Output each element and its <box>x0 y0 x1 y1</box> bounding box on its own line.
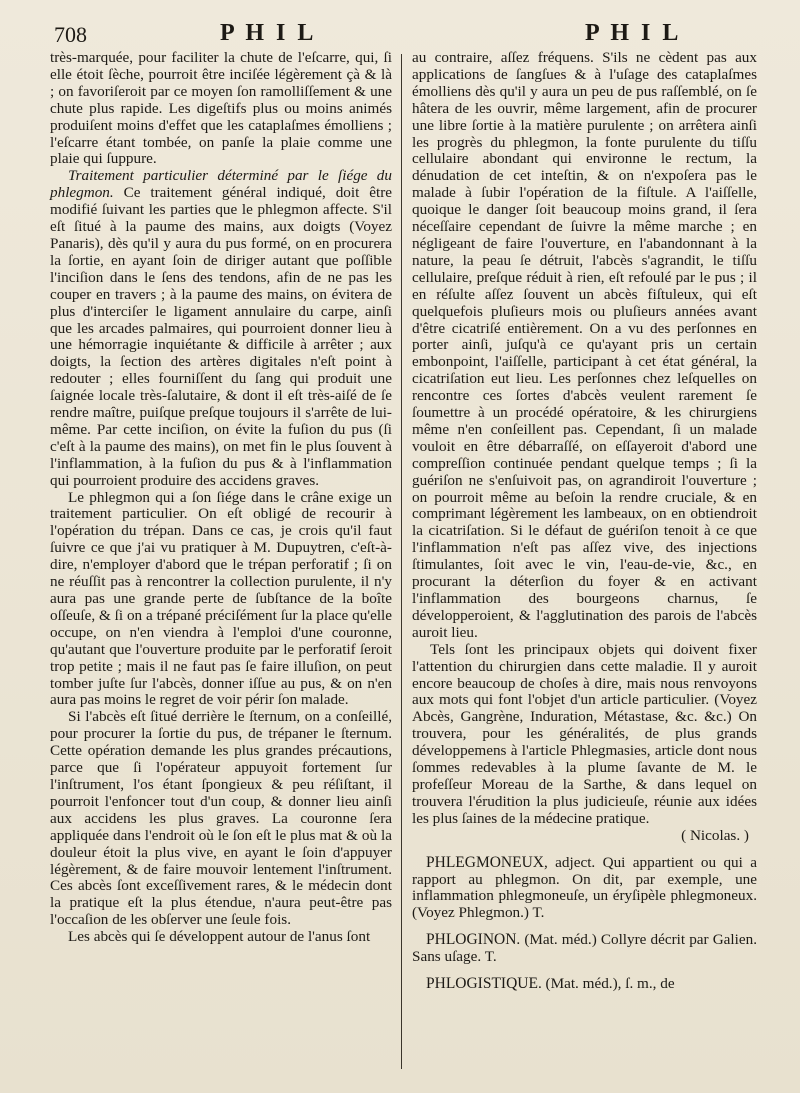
entry-headword: PHLOGISTIQUE <box>426 975 538 993</box>
paragraph: Tels ſont les principaux objets qui doivent fixer l'attention du chirurgien dans cette maladie. Il y auroit encore beaucoup de choſes à dire, mais nous renvoyons aux mots qui font l'objet d'un article particulier. (Voyez Abcès, Gangrène, Induration, Métastase, &c. &c.) On trouvera, pour les généralités, de plus grands développemens à l'article Phlegmasies, article dont nous ſommes redevables à la plume ſavante de M. le profeſſeur Moreau de la Sarthe, & dans lequel on trouvera l'érudition la plus judicieuſe, réunie aux idées les plus ſaines de la médecine pratique. <box>412 640 757 827</box>
entry-headword: PHLOGINON <box>426 931 517 949</box>
paragraph <box>50 168 392 489</box>
page-number: 708 <box>54 22 87 47</box>
paragraph-body: Ce traitement général indiqué, doit être modifié ſuivant les parties que le phlegmon affecte. S'il eſt ſitué à la paume des mains, aux doigts (Voyez Panaris), dès qu'il y aura du pus formé, on en procurera la ſortie, en ayant ſoin de diriger autant que poſſible l'inciſion dans le ſens des tendons, afin de ne pas les couper en travers ; à la paume des mains, on évitera de plus d'interciſer le ligament annulaire du carpe, ainſi que les arcades palmaires, qui pourroient donner lieu à une hémorragie inquiétante & difficile à arrêter ; aux doigts, la ſection des artères digitales n'eſt point à redouter ; elles fourniſſent du ſang qui produit une ſaignée locale très-ſalutaire, & dont il eſt très-aiſé de ſe rendre maître, puiſque preſque toujours il s'arrête de lui-même. Par cette inciſion, on évite la fuſion du pus (ſi c'eſt à la paume des mains), on met fin le plus ſouvent à l'inflammation, à la fuſion du pus & à l'inflammation qui pourroient produire des accidens graves. <box>50 184 392 489</box>
dictionary-entry <box>412 976 757 993</box>
left-column <box>50 50 401 1069</box>
paragraph: Le phlegmon qui a ſon ſiége dans le crâne exige un traitement particulier. On eſt obligé de recourir à l'opération du trépan. Dans ce cas, je crois qu'il faut ſuivre ce que j'ai vu pratiquer à M. Dupuytren, c'eſt-à-dire, n'employer d'abord que le trépan perforatif ; ſi on ne réuſſit pas à rencontrer la collection purulente, il n'y aura pas une grande perte de ſubſtance de la boîte oſſeuſe, & ſi on a trépané préciſément ſur la place qu'elle occupe, on n'en viendra à l'emploi d'une couronne, qu'autant que l'ouverture produite par le perforatif ſeroit trop petite ; mais il ne faut pas ſe faire illuſion, on peut tomber juſte ſur l'abcès, donner iſſue au pus, & on n'en aura pas moins le regret de voir périr ſon malade. <box>50 488 392 709</box>
entry-body: . (Mat. méd.), ſ. m., de <box>537 975 675 993</box>
page-header <box>50 20 778 50</box>
entry-headword: PHLEGMONEUX <box>426 853 544 871</box>
paragraph: Si l'abcès eſt ſitué derrière le ſternum, on a conſeillé, pour procurer la ſortie du pus, de trépaner le ſternum. Cette opération demande les plus grandes précautions, parce que ſi l'opérateur appuyoit fortement ſur l'inſtrument, l'os étant ſpongieux & peu réſiſtant, il pourroit l'enfoncer tout d'un coup, & donner lieu ainſi aux accidens les plus graves. La couronne ſera appliquée dans l'endroit où le ſon eſt le plus mat & où la douleur étoit la plus vive, en ayant le ſoin d'appuyer légèrement, & de faire mouvoir lentement l'inſtrument. Ces abcès ſont exceſſivement rares, & le médecin dont la pratique eſt la plus étendue, n'aura peut-être pas l'occaſion de les obſerver une ſeule fois. <box>50 708 392 929</box>
dictionary-entry <box>412 932 757 966</box>
running-title-right: P H I L <box>585 20 682 46</box>
entry-body: , adject. Qui appartient ou qui a rapport au phlegmon. On dit, par exemple, une inflammation phlegmoneuſe, un éryſipèle phlegmoneux. (Voyez Phlegmon.) T. <box>412 853 757 922</box>
running-title-left: P H I L <box>220 20 317 46</box>
paragraph: Les abcès qui ſe développent autour de l'anus ſont <box>68 928 371 946</box>
author-signature: ( Nicolas. ) <box>681 826 749 844</box>
dictionary-entry <box>412 855 757 923</box>
section-heading: Traitement particulier déterminé par le ſiége du phlegmon. <box>50 167 392 202</box>
text-columns <box>50 50 778 1069</box>
right-column <box>402 50 757 1069</box>
paragraph: très-marquée, pour faciliter la chute de l'eſcarre, qui, ſi elle étoit ſèche, pourroit être inciſée légèrement çà & là ; on favoriſeroit par ce moyen ſon ramolliſſement & une chute plus rapide. Les digeſtifs plus ou moins animés produiſent moins d'effet que les cataplaſmes émolliens ; l'eſcarre étant tombée, on panſe la plaie comme une plaie qui ſuppure. <box>50 49 392 168</box>
paragraph: au contraire, aſſez fréquens. S'ils ne cèdent pas aux applications de ſangſues & à l'uſage des cataplaſmes émolliens dès qu'il y aura un peu de pus raſſemblé, on ſe hâtera de les ouvrir, même largement, afin de procurer une libre ſortie à la matière purulente ; on arrêtera ainſi les progrès du phlegmon, la fonte purulente du tiſſu cellulaire abondant qui environne le rectum, la dénudation de cet inteſtin, & on n'expoſera pas le malade à ſubir l'opération de la fiſtule. A l'aiſſelle, quoique le danger ſoit beaucoup moins grand, il ſera néceſſaire cependant de ſuivre la même marche ; en négligeant de faire l'ouverture, en l'abandonnant à la nature, la peau ſe détruit, l'abcès s'agrandit, le tiſſu cellulaire, preſque réduit à rien, eſt refoulé par le pus ; il en réſulte aſſez ſouvent un abcès fiſtuleux, qui eſt quelquefois pluſieurs mois ou pluſieurs années avant d'être cicatriſé entièrement. On a vu des perſonnes en porter ainſi, juſqu'à ce qu'ayant pris un certain embonpoint, l'aiſſelle, participant à cet état général, la cicatriſation eut lieu. Les perſonnes chez leſquelles on rencontre ces ſortes d'abcès veulent rarement ſe ſoumettre à un procédé opératoire, & les chirurgiens même n'en conſeillent pas. Cependant, ſi un malade vouloit en être débarraſſé, on eſſayeroit d'abord une compreſſion continuée pendant quelque temps ; ſi la guériſon ne s'enſuivoit pas, on agrandiroit l'ouverture ; on pourroit même au beſoin la rendre cruciale, & en comprimant légèrement les lambeaux, on en obtiendroit la cicatriſation. Si le défaut de guériſon tenoit à ce que l'inflammation n'eſt pas aſſez vive, des injections ſtimulantes, ſoit avec le vin, l'eau-de-vie, &c., en procurant la déterſion du foyer & en activant l'inflammation des bourgeons charnus, ſe développeroient, & l'agglutination des parois de l'abcès auroit lieu. <box>412 49 757 641</box>
entry-body: . (Mat. méd.) Collyre décrit par Galien. Sans uſage. T. <box>412 931 757 966</box>
